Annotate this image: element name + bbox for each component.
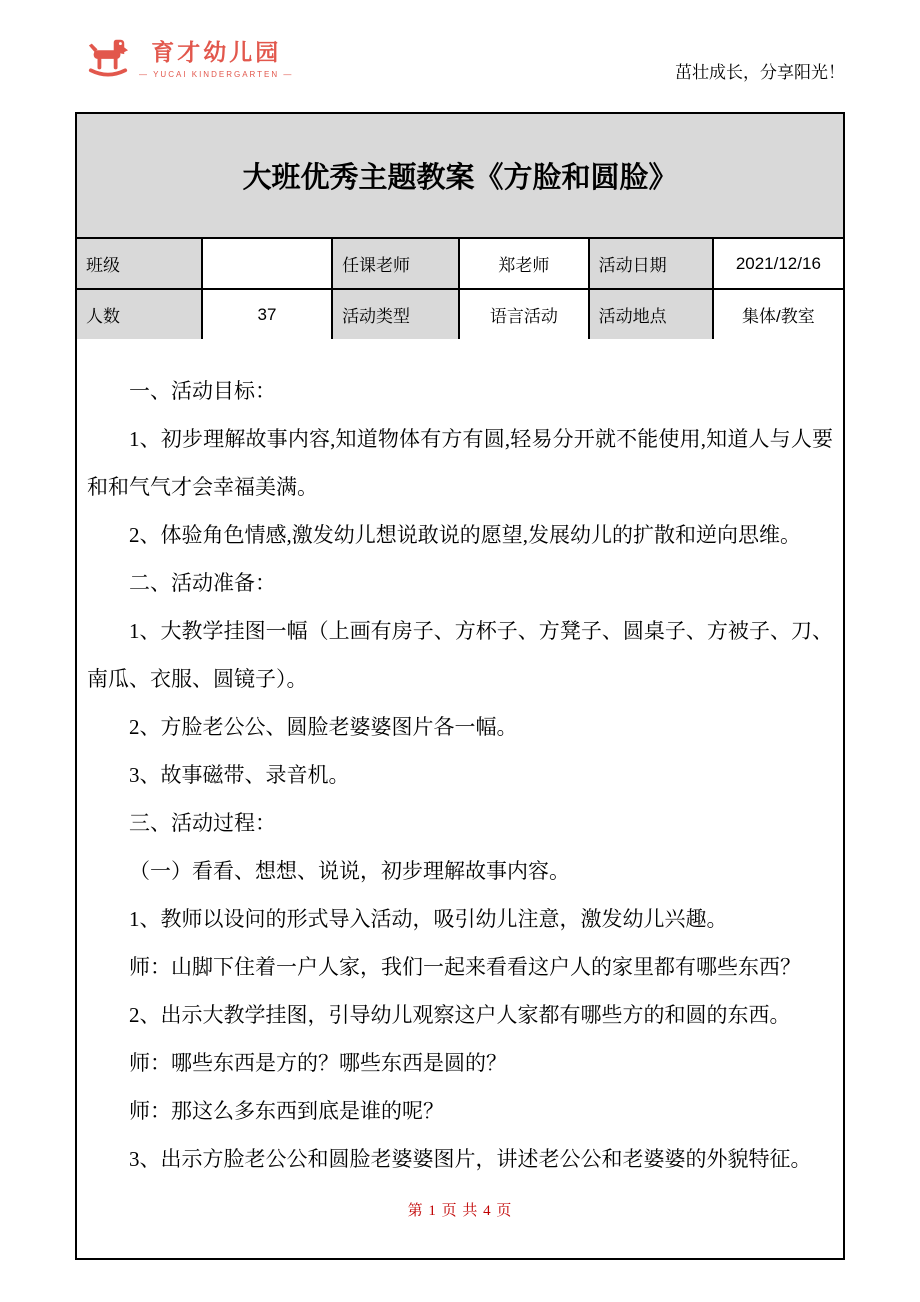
body-paragraph: 1、大教学挂图一幅（上画有房子、方杯子、方凳子、圆桌子、方被子、刀、南瓜、衣服、圆镜子）。 bbox=[87, 619, 833, 691]
body-paragraph: 3、故事磁带、录音机。 bbox=[129, 763, 350, 787]
date-label-cell: 活动日期 bbox=[589, 239, 713, 289]
slogan: 茁壮成长，分享阳光！ bbox=[675, 63, 845, 82]
location-label-cell: 活动地点 bbox=[589, 289, 713, 339]
body-paragraph: （一）看看、想想、说说，初步理解故事内容。 bbox=[129, 859, 570, 883]
teacher-value-cell: 郑老师 bbox=[459, 239, 588, 289]
body-paragraph: 2、体验角色情感,激发幼儿想说敢说的愿望,发展幼儿的扩散和逆向思维。 bbox=[129, 523, 801, 547]
body-paragraph: 三、活动过程： bbox=[129, 811, 276, 835]
document-frame bbox=[75, 112, 845, 1260]
location-value-cell: 集体/教室 bbox=[713, 289, 843, 339]
body-paragraph: 一、活动目标： bbox=[129, 379, 276, 403]
rocking-horse-icon bbox=[85, 35, 131, 77]
page-footer: 第 1 页 共 4 页 bbox=[407, 1203, 513, 1219]
logo-name: 育才幼儿园 bbox=[151, 38, 282, 65]
class-label-cell: 班级 bbox=[77, 239, 202, 289]
logo-text bbox=[139, 34, 293, 79]
body-paragraph: 师：山脚下住着一户人家，我们一起来看看这户人的家里都有哪些东西？ bbox=[129, 955, 801, 979]
body-paragraph: 二、活动准备： bbox=[129, 571, 276, 595]
teacher-label-cell: 任课老师 bbox=[332, 239, 459, 289]
body-paragraph: 2、出示大教学挂图，引导幼儿观察这户人家都有哪些方的和圆的东西。 bbox=[129, 1003, 791, 1027]
count-label-cell: 人数 bbox=[77, 289, 202, 339]
body-paragraph: 1、教师以设问的形式导入活动，吸引幼儿注意，激发幼儿兴趣。 bbox=[129, 907, 728, 931]
letterhead bbox=[0, 0, 920, 112]
activity-type-label-cell: 活动类型 bbox=[332, 289, 459, 339]
body-paragraph: 3、出示方脸老公公和圆脸老婆婆图片，讲述老公公和老婆婆的外貌特征。 bbox=[129, 1147, 812, 1171]
lesson-plan-body bbox=[77, 339, 843, 1258]
body-paragraph: 师：那这么多东西到底是谁的呢？ bbox=[129, 1099, 444, 1123]
count-value-cell: 37 bbox=[202, 289, 332, 339]
document-title: 大班优秀主题教案《方脸和圆脸》 bbox=[77, 114, 843, 239]
body-paragraph: 师：哪些东西是方的？哪些东西是圆的？ bbox=[129, 1051, 507, 1075]
logo-subtitle: — YUCAI KINDERGARTEN — bbox=[139, 69, 294, 79]
activity-type-value-cell: 语言活动 bbox=[459, 289, 588, 339]
info-table-row bbox=[77, 239, 843, 289]
date-value-cell: 2021/12/16 bbox=[713, 239, 843, 289]
kindergarten-logo bbox=[85, 34, 293, 79]
info-table-row bbox=[77, 289, 843, 339]
info-table bbox=[77, 239, 843, 339]
body-paragraph: 1、初步理解故事内容,知道物体有方有圆,轻易分开就不能使用,知道人与人要和和气气才会幸福美满。 bbox=[87, 427, 833, 499]
body-paragraph: 2、方脸老公公、圆脸老婆婆图片各一幅。 bbox=[129, 715, 518, 739]
class-value-cell bbox=[202, 239, 332, 289]
